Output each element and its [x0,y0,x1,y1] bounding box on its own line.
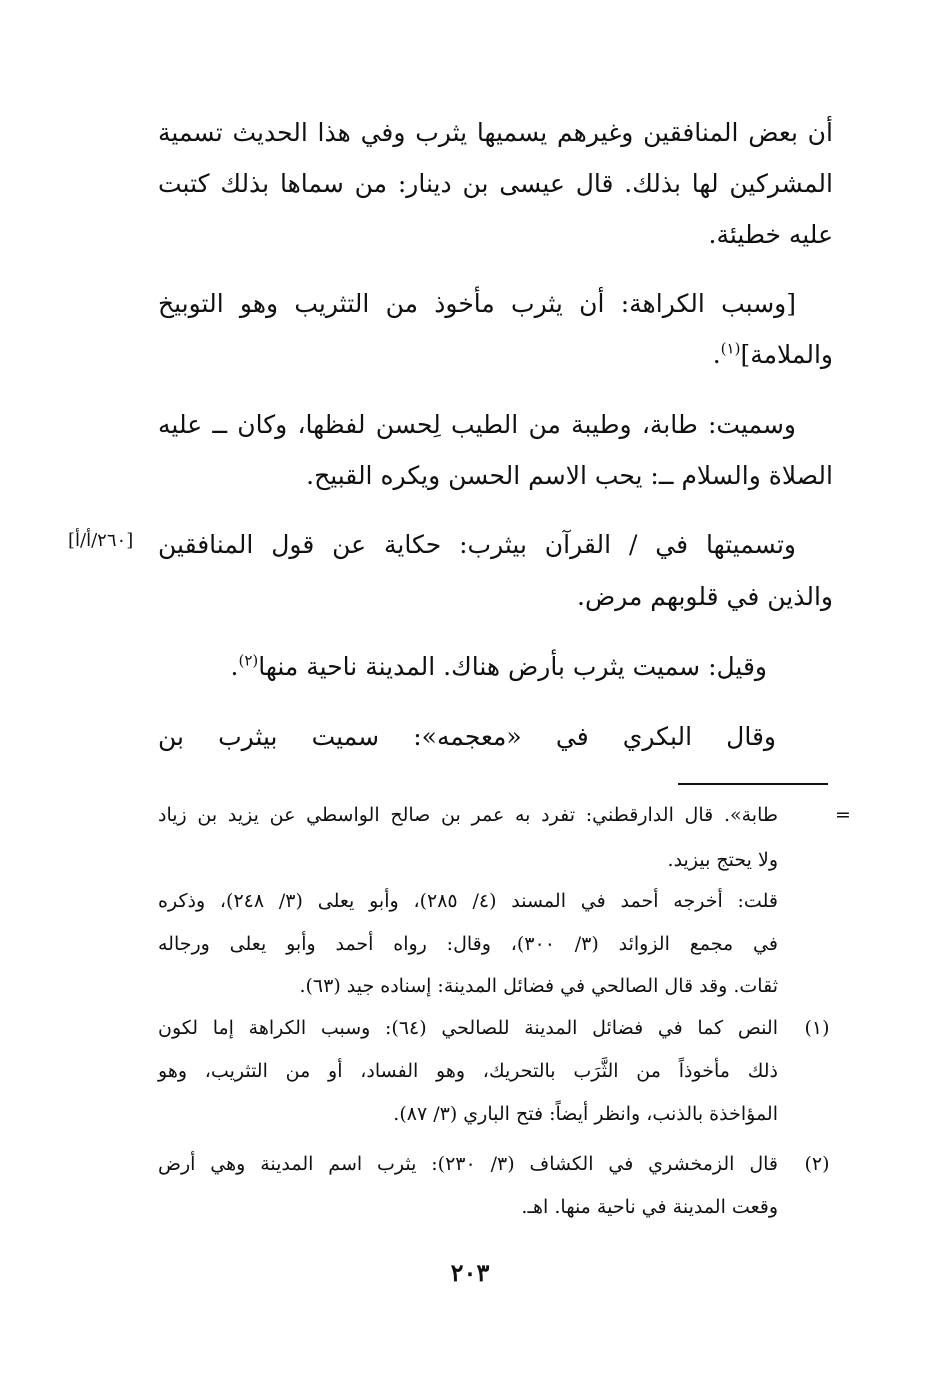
footnote-separator [678,783,828,785]
main-text-line: المشركين لها بذلك. قال عيسى بن دينار: من سماها بذلك كتبت [158,169,833,198]
footnote-line: طابة». قال الدارقطني: تفرد به عمر بن صالح الواسطي عن يزيد بن زياد [158,804,778,826]
footnote-line: في مجمع الزوائد (٣/ ٣٠٠)، وقال: رواه أحمد وأبو يعلى ورجاله [158,933,778,955]
page-number: ٢٠٣ [450,1258,490,1287]
main-text-line: [وسبب الكراهة: أن يثرب مأخوذ من التثريب وهو التوبيخ [158,289,796,318]
footnote-line: ثقات. وقد قال الصالحي في فضائل المدينة: إسناده جيد (٦٣). [299,975,778,997]
main-text-line: والذين في قلوبهم مرض. [577,582,833,611]
footnote-line: ذلك مأخوذاً من الثَّرَب بالتحريك، وهو الفساد، أو من التثريب، وهو [158,1060,778,1082]
main-text-line: وسميت: طابة، وطيبة من الطيب لِحسن لفظها، وكان ــ عليه [158,410,796,439]
footnote-line: ولا يحتج بيزيد. [667,849,778,871]
main-text-fragment: . [712,340,721,369]
main-text-line: عليه خطيئة. [708,220,833,249]
footnote-line: قال الزمخشري في الكشاف (٣/ ٢٣٠): يثرب اسم المدينة وهي أرض [158,1153,778,1175]
footnote-continuation-mark: = [835,804,851,826]
footnote-line: المؤاخذة بالذنب، وانظر أيضاً: فتح الباري (٣/ ٨٧). [393,1103,778,1125]
footnote-line: النص كما في فضائل المدينة للصالحي (٦٤): وسبب الكراهة إما لكون [158,1017,778,1039]
footnote-line: وقعت المدينة في ناحية منها. اهـ. [521,1196,778,1218]
footnote-number: (١) [804,1017,830,1039]
footnote-number: (٢) [804,1153,830,1175]
main-text-line: وتسميتها في / القرآن بيثرب: حكاية عن قول المنافقين [158,530,796,559]
main-text-line: الصلاة والسلام ــ: يحب الاسم الحسن ويكره القبيح. [306,461,833,490]
main-text-line [713,338,833,372]
footnote-reference: (١) [720,339,741,358]
main-text-fragment: وقيل: سميت يثرب بأرض هناك. المدينة ناحية منها [258,652,767,681]
main-text-fragment: والملامة] [740,340,833,369]
main-text-line: وقال البكري في «معجمه»: سميت بيثرب بن [158,722,776,751]
footnote-reference: (٢) [238,651,259,670]
footnote-line: قلت: أخرجه أحمد في المسند (٤/ ٢٨٥)، وأبو يعلى (٣/ ٢٤٨)، وذكره [158,890,778,912]
manuscript-folio-reference: [٢٦٠/أ/أ] [68,530,134,551]
main-text-line [231,650,767,684]
main-text-fragment: . [230,652,239,681]
main-text-line: أن بعض المنافقين وغيرهم يسميها يثرب وفي هذا الحديث تسمية [158,118,833,147]
